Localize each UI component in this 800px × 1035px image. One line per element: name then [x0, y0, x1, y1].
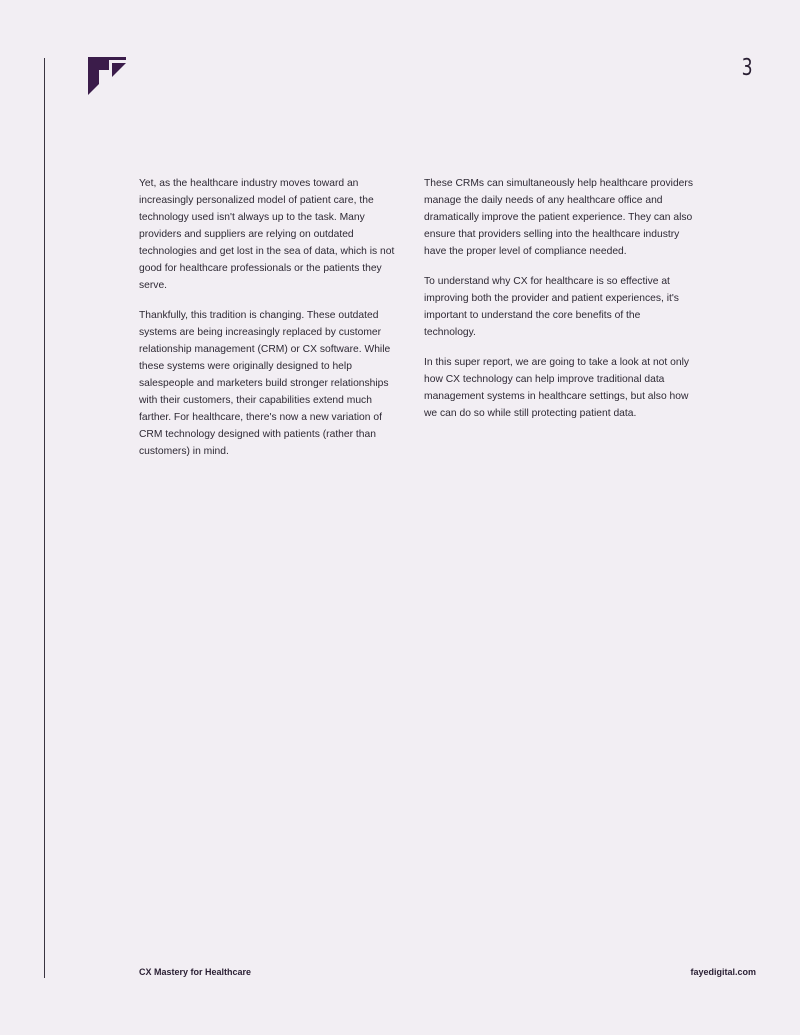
footer-title: CX Mastery for Healthcare — [139, 967, 252, 977]
paragraph: These CRMs can simultaneously help healthcare providers manage the daily needs of any healthcare office and dramatically improve the patient experience. They can also ensure that providers selling into the healthcare industry have the proper level of compliance needed. — [424, 178, 693, 257]
left-column — [139, 175, 403, 473]
right-column — [424, 175, 694, 435]
footer-website-link[interactable]: fayedigital.com — [690, 967, 756, 977]
paragraph: In this super report, we are going to take a look at not only how CX technology can help improve traditional data management systems in healthcare settings, but also how we can do so while still protecting patient data. — [424, 357, 690, 419]
paragraph: To understand why CX for healthcare is so effective at improving both the provider and patient experiences, it's important to understand the core benefits of the technology. — [424, 276, 679, 338]
brand-logo-icon — [88, 57, 126, 95]
paragraph: Thankfully, this tradition is changing. These outdated systems are being increasingly replaced by customer relationship management (CRM) or CX software. While these systems were originally designed to help salespeople and marketers build stronger relationships with their customers, their capabilities extend much farther. For healthcare, there's now a new variation of CRM technology designed with patients (rather than customers) in mind. — [139, 310, 391, 457]
page-number: 3 — [742, 55, 753, 81]
margin-rule — [44, 58, 45, 978]
paragraph: Yet, as the healthcare industry moves toward an increasingly personalized model of patient care, the technology used isn't always up to the task. Many providers and suppliers are relying on outdated technologies and get lost in the sea of data, which is not good for healthcare professionals or the patients they serve. — [139, 178, 395, 291]
